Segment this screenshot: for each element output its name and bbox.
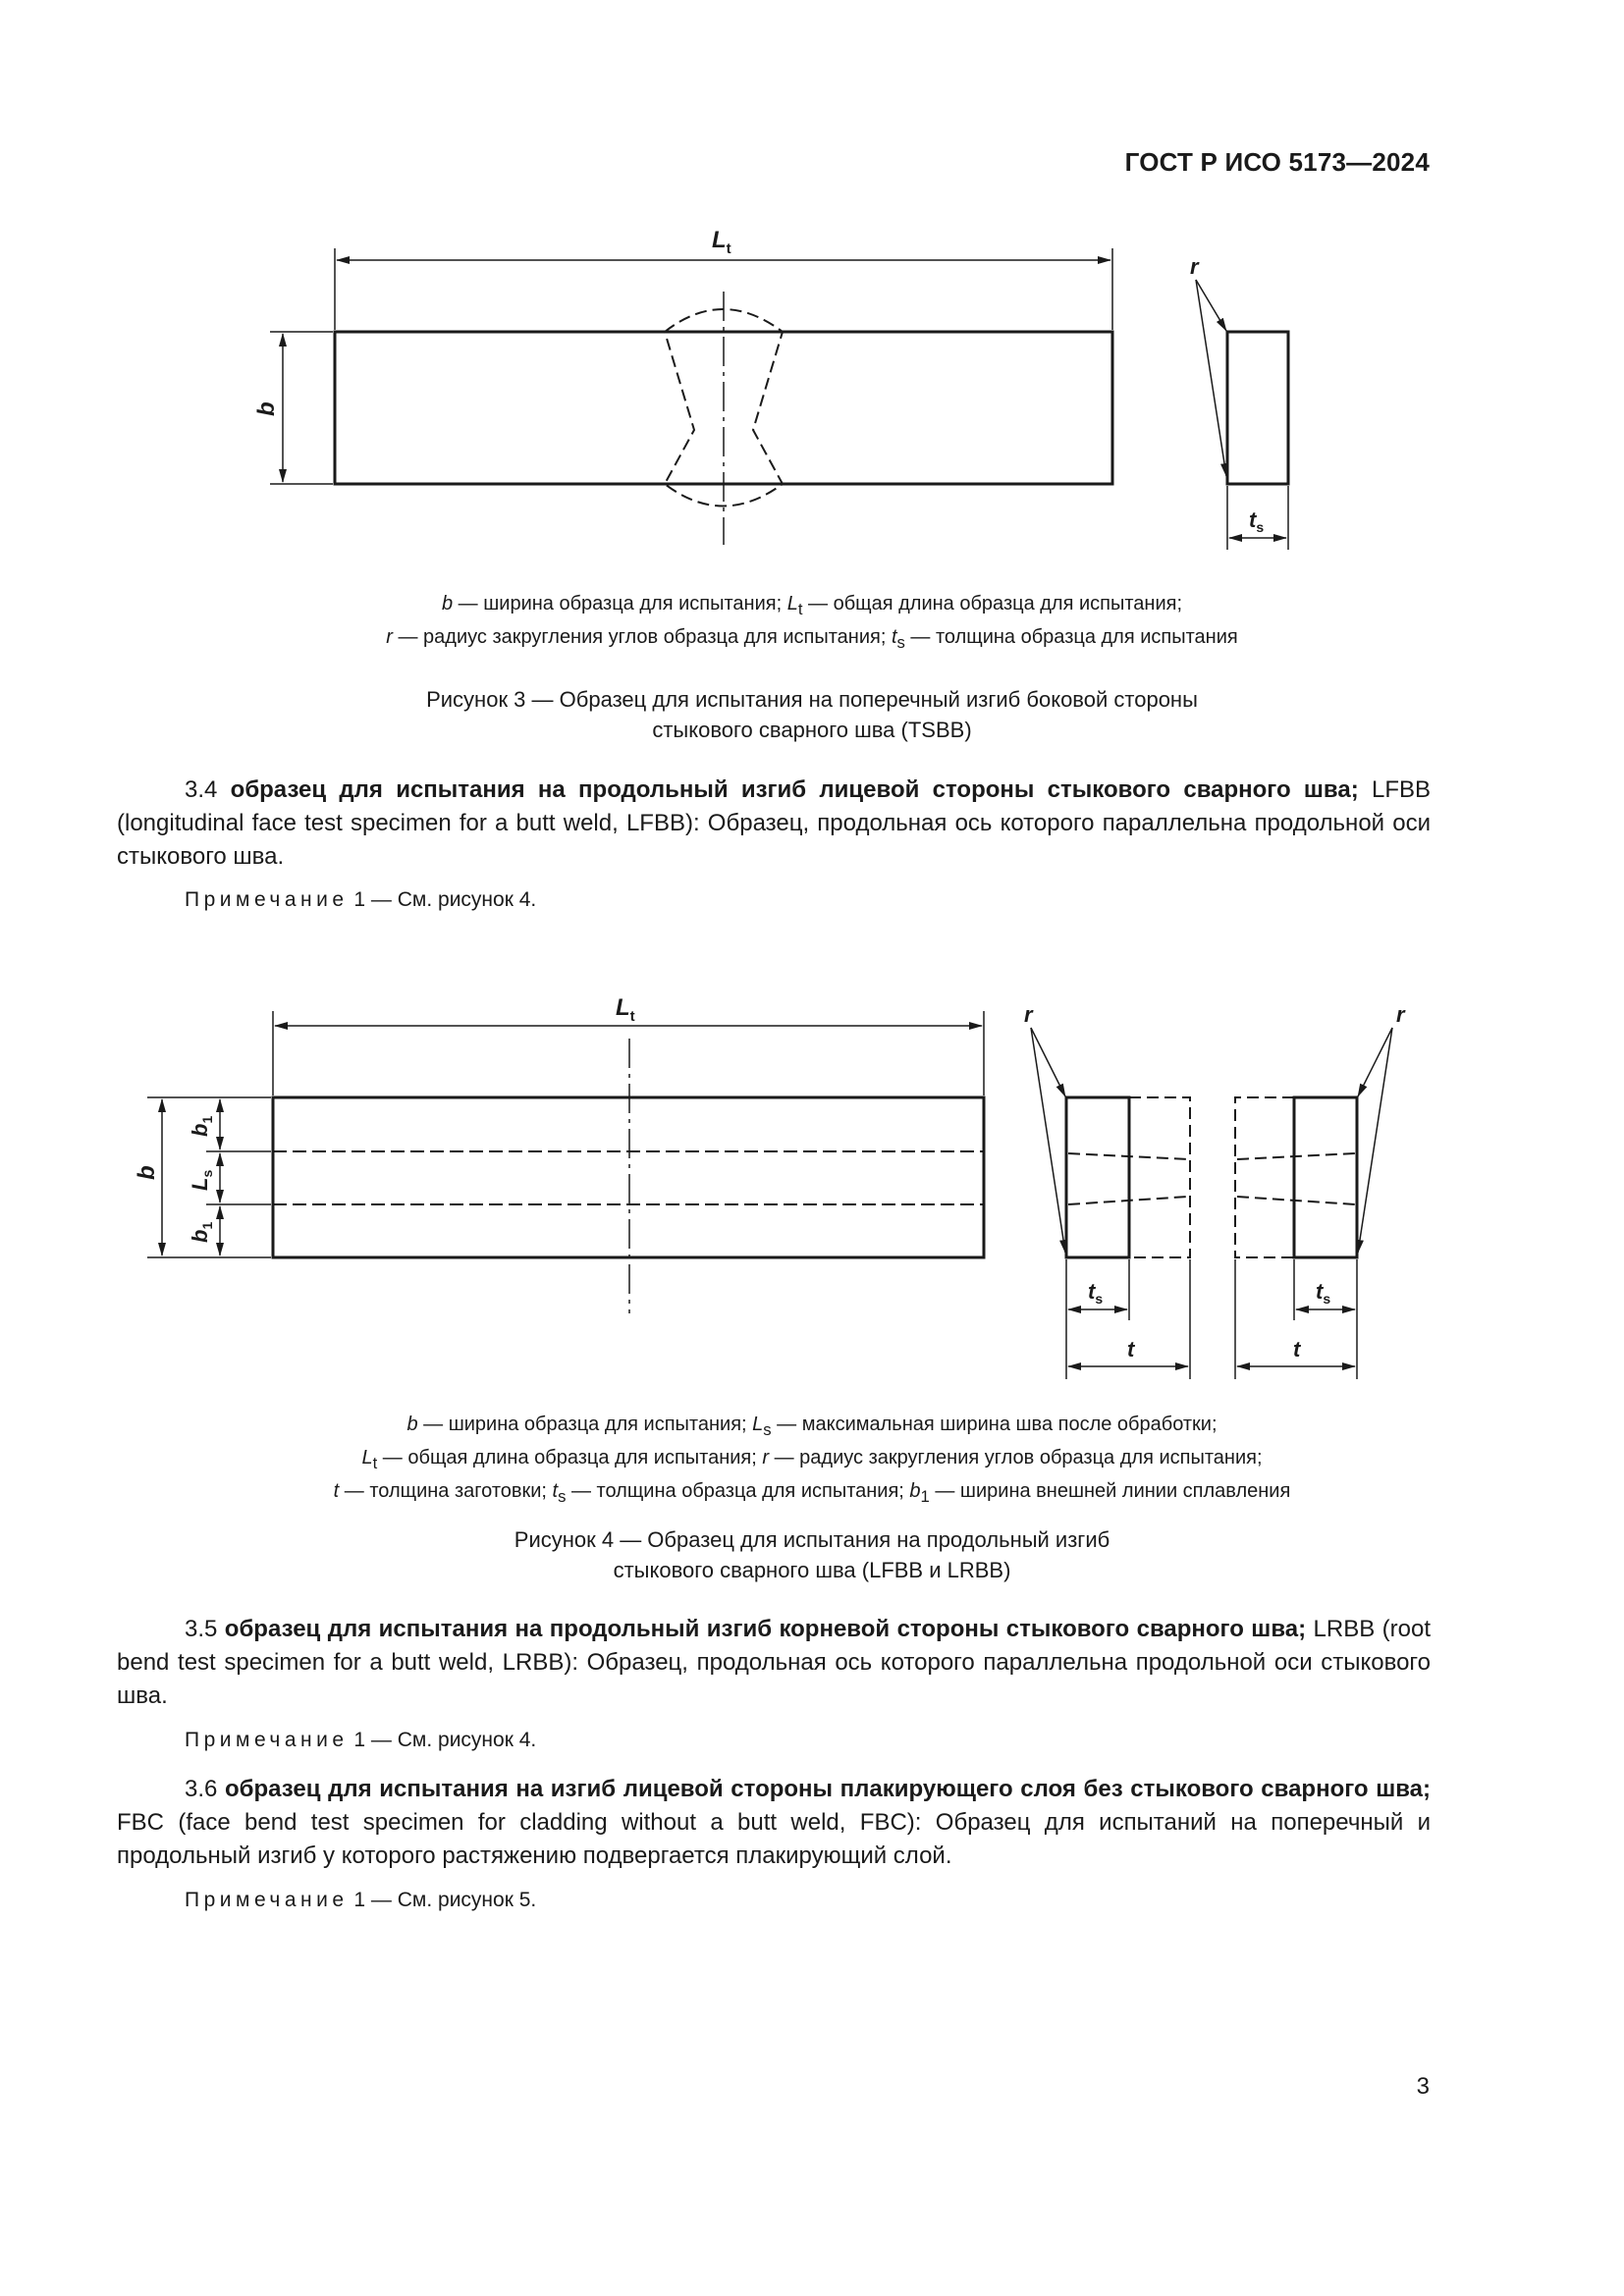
figure-4-caption: Рисунок 4 — Образец для испытания на продольный изгиб стыкового сварного шва (LFBB и LRBB) bbox=[514, 1527, 1110, 1582]
figure-3-drawing bbox=[0, 0, 1624, 589]
fig4-cross-section-left bbox=[1066, 1097, 1129, 1257]
section-3-5-paragraph: 3.5 образец для испытания на продольный изгиб корневой стороны стыкового сварного шва; LRBB (root bend test specimen for a butt weld, LRBB): Образец, продольная ось которого параллельна продольной оси стыкового шва. bbox=[117, 1616, 1431, 1709]
fig4-cross-section-right bbox=[1294, 1097, 1357, 1257]
fig4-t-left-label: t bbox=[1127, 1337, 1135, 1362]
fig4-b1-bottom-label: $b_1$ bbox=[188, 1221, 215, 1243]
standard-header: ГОСТ Р ИСО 5173—2024 bbox=[1124, 147, 1430, 177]
page-number: 3 bbox=[1416, 2073, 1430, 2100]
fig3-ts-label: $t_s$ bbox=[1249, 507, 1265, 535]
fig4-legend-line-1: b — ширина образца для испытания; $L_s$ — максимальная ширина шва после обработки; bbox=[406, 1414, 1218, 1439]
fig3-legend-line-2: r — радиус закругления углов образца для испытания; $t_s$ — толщина образца для испытания bbox=[386, 626, 1238, 652]
fig3-b-label: b bbox=[253, 401, 280, 416]
fig4-legend-line-2: $L_t$ — общая длина образца для испытания; r — радиус закругления углов образца для испытания; bbox=[361, 1447, 1263, 1472]
section-3-6-note: Примечание 1 — См. рисунок 5. bbox=[185, 1889, 537, 1911]
fig4-r-left-label: r bbox=[1024, 1002, 1033, 1027]
fig4-legend-line-3: t — толщина заготовки; $t_s$ — толщина образца для испытания; $b_1$ — ширина внешней линии сплавления bbox=[333, 1480, 1291, 1506]
fig3-r-label: r bbox=[1190, 254, 1199, 279]
fig3-r-leader-bottom bbox=[1196, 280, 1226, 476]
fig4-ts-left-label: $t_s$ bbox=[1088, 1279, 1104, 1307]
fig3-lt-label: $L_t$ bbox=[712, 227, 731, 257]
section-3-4-paragraph: 3.4 образец для испытания на продольный изгиб лицевой стороны стыкового сварного шва; LFBB (longitudinal face test specimen for a butt weld, LFBB): Образец, продольная ось которого параллельна продольной оси стыкового шва. bbox=[117, 776, 1432, 870]
fig4-ls-label: $L_s$ bbox=[188, 1169, 215, 1191]
fig4-r-right-label: r bbox=[1396, 1002, 1405, 1027]
fig4-lt-label: $L_t$ bbox=[616, 994, 635, 1025]
fig3-cross-section bbox=[1227, 332, 1288, 484]
fig4-specimen-body bbox=[273, 1097, 984, 1257]
fig4-b1-top-label: $b_1$ bbox=[188, 1115, 215, 1137]
section-3-4-note: Примечание 1 — См. рисунок 4. bbox=[185, 888, 537, 911]
fig4-ts-right-label: $t_s$ bbox=[1316, 1279, 1331, 1307]
figure-4-drawing bbox=[0, 972, 1624, 1404]
fig4-t-right-label: t bbox=[1293, 1337, 1301, 1362]
section-3-6-paragraph: 3.6 образец для испытания на изгиб лицевой стороны плакирующего слоя без стыкового сварного шва; FBC (face bend test specimen for cladding without a butt weld, FBC): Образец для испытаний на поперечный и продольный изгиб у которого растяжению подвергается плакирующий слой. bbox=[117, 1776, 1431, 1869]
fig3-legend-line-1: b — ширина образца для испытания; $L_t$ — общая длина образца для испытания; bbox=[441, 593, 1183, 618]
figure-4-legend bbox=[0, 1411, 1624, 1511]
figure-3-legend bbox=[0, 590, 1624, 657]
fig4-b-label: b bbox=[134, 1165, 160, 1180]
section-3-5-note: Примечание 1 — См. рисунок 4. bbox=[185, 1729, 537, 1751]
figure-3-caption: Рисунок 3 — Образец для испытания на поперечный изгиб боковой стороны стыкового сварного шва (TSBB) bbox=[426, 687, 1198, 742]
